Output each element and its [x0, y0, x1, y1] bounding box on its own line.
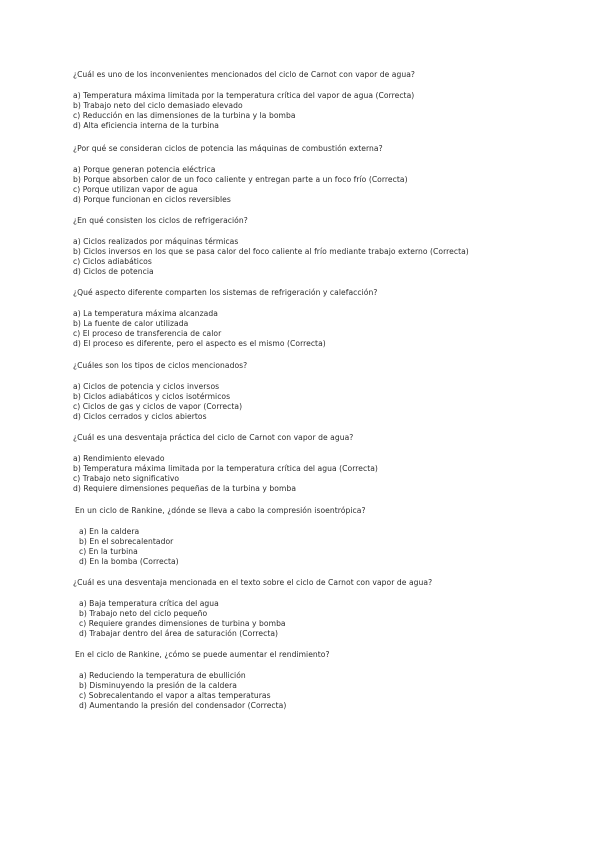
question-2 [0, 144, 560, 205]
option-d: d) Porque funcionan en ciclos reversibles [73, 195, 231, 204]
option-b: b) Porque absorben calor de un foco caliente y entregan parte a un foco frío (Correcta) [73, 175, 408, 184]
option-a: a) Ciclos realizados por máquinas térmicas [73, 237, 239, 246]
question-text: ¿Cuál es una desventaja mencionada en el texto sobre el ciclo de Carnot con vapor de agua? [73, 578, 433, 587]
option-a: a) Reduciendo la temperatura de ebullición [79, 671, 246, 680]
option-b: b) Temperatura máxima limitada por la temperatura crítica del agua (Correcta) [73, 464, 378, 473]
option-b: b) Trabajo neto del ciclo demasiado elevado [73, 101, 243, 110]
question-5 [0, 361, 560, 422]
question-3 [0, 216, 560, 277]
question-text: En el ciclo de Rankine, ¿cómo se puede aumentar el rendimiento? [75, 650, 330, 659]
option-c: c) Ciclos adiabáticos [73, 257, 152, 266]
option-c: c) En la turbina [79, 547, 138, 556]
question-8 [0, 578, 560, 639]
question-text: ¿Qué aspecto diferente comparten los sistemas de refrigeración y calefacción? [73, 288, 378, 297]
option-d: d) Ciclos de potencia [73, 267, 154, 276]
option-c: c) Reducción en las dimensiones de la turbina y la bomba [73, 111, 296, 120]
question-4 [0, 288, 560, 349]
option-a: a) Rendimiento elevado [73, 454, 165, 463]
option-d: d) Aumentando la presión del condensador (Correcta) [79, 701, 287, 710]
question-text: ¿Cuáles son los tipos de ciclos mencionados? [73, 361, 248, 370]
option-a: a) Porque generan potencia eléctrica [73, 165, 216, 174]
options-list [0, 91, 560, 131]
option-b: b) Ciclos inversos en los que se pasa calor del foco caliente al frío mediante trabajo externo (Correcta) [73, 247, 469, 256]
option-d: d) Trabajar dentro del área de saturación (Correcta) [79, 629, 279, 638]
option-c: c) Porque utilizan vapor de agua [73, 185, 198, 194]
question-6 [0, 433, 560, 494]
option-a: a) La temperatura máxima alcanzada [73, 309, 218, 318]
options-list [0, 237, 560, 277]
option-d: d) Alta eficiencia interna de la turbina [73, 121, 219, 130]
option-c: c) Trabajo neto significativo [73, 474, 180, 483]
option-b: b) La fuente de calor utilizada [73, 319, 189, 328]
question-text: ¿Cuál es una desventaja práctica del ciclo de Carnot con vapor de agua? [73, 433, 354, 442]
option-c: c) Ciclos de gas y ciclos de vapor (Correcta) [73, 402, 243, 411]
option-d: d) En la bomba (Correcta) [79, 557, 179, 566]
question-text: En un ciclo de Rankine, ¿dónde se lleva a cabo la compresión isoentrópica? [75, 506, 366, 515]
options-list [0, 165, 560, 205]
option-b: b) En el sobrecalentador [79, 537, 174, 546]
question-text: ¿Por qué se consideran ciclos de potencia las máquinas de combustión externa? [73, 144, 383, 153]
option-c: c) Sobrecalentando el vapor a altas temperaturas [79, 691, 271, 700]
option-c: c) El proceso de transferencia de calor [73, 329, 222, 338]
option-a: a) Temperatura máxima limitada por la temperatura crítica del vapor de agua (Correcta) [73, 91, 415, 100]
question-text: ¿Cuál es uno de los inconvenientes mencionados del ciclo de Carnot con vapor de agua? [73, 70, 416, 79]
question-9 [0, 650, 560, 711]
options-list [0, 527, 560, 567]
options-list [0, 671, 560, 711]
option-a: a) Baja temperatura crítica del agua [79, 599, 219, 608]
option-b: b) Trabajo neto del ciclo pequeño [79, 609, 208, 618]
option-d: d) Requiere dimensiones pequeñas de la turbina y bomba [73, 484, 297, 493]
options-list [0, 382, 560, 422]
option-a: a) En la caldera [79, 527, 140, 536]
question-7 [0, 506, 560, 567]
option-a: a) Ciclos de potencia y ciclos inversos [73, 382, 220, 391]
question-text: ¿En qué consisten los ciclos de refrigeración? [73, 216, 248, 225]
option-c: c) Requiere grandes dimensiones de turbina y bomba [79, 619, 286, 628]
options-list [0, 454, 560, 494]
option-d: d) Ciclos cerrados y ciclos abiertos [73, 412, 207, 421]
option-b: b) Disminuyendo la presión de la caldera [79, 681, 237, 690]
options-list [0, 599, 560, 639]
question-1 [0, 70, 560, 131]
options-list [0, 309, 560, 349]
option-b: b) Ciclos adiabáticos y ciclos isotérmicos [73, 392, 231, 401]
option-d: d) El proceso es diferente, pero el aspecto es el mismo (Correcta) [73, 339, 326, 348]
